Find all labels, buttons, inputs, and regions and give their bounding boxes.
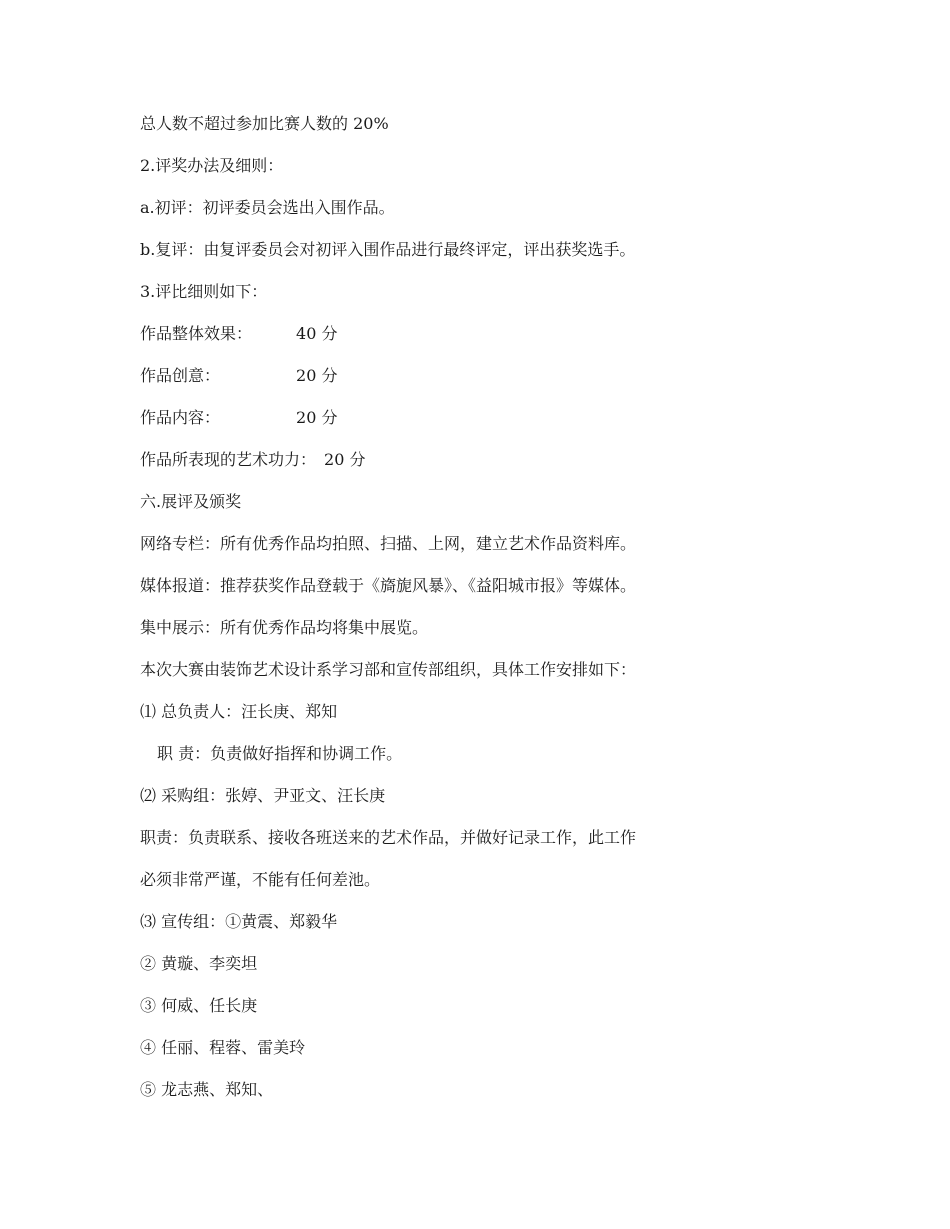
text-line: ③ 何威、任长庚 — [140, 996, 258, 1015]
text-line: 媒体报道：推荐获奖作品登载于《旖旎风暴》、《益阳城市报》等媒体。 — [140, 576, 637, 595]
score-row — [140, 320, 840, 362]
text-line: ⑶ 宣传组：①黄震、郑毅华 — [140, 912, 338, 931]
score-row — [140, 404, 840, 446]
text-line: 总人数不超过参加比赛人数的 20% — [140, 114, 389, 133]
text-line: ⑴ 总负责人：汪长庚、郑知 — [140, 702, 338, 721]
score-label: 作品整体效果： — [140, 324, 253, 343]
text-line: b.复评：由复评委员会对初评入围作品进行最终评定，评出获奖选手。 — [140, 240, 636, 259]
score-row — [140, 446, 840, 488]
score-label: 作品创意： — [140, 366, 221, 385]
text-line: ⑵ 采购组：张婷、尹亚文、汪长庚 — [140, 786, 386, 805]
text-line: 本次大赛由装饰艺术设计系学习部和宣传部组织，具体工作安排如下： — [140, 660, 637, 679]
text-line: a.初评：初评委员会选出入围作品。 — [140, 198, 395, 217]
text-line: 集中展示：所有优秀作品均将集中展览。 — [140, 618, 429, 637]
duty-line: 职 责：负责做好指挥和协调工作。 — [157, 744, 403, 763]
text-line: ④ 任丽、程蓉、雷美玲 — [140, 1038, 306, 1057]
score-value: 40 分 — [296, 324, 338, 343]
score-label: 作品所表现的艺术功力： — [140, 450, 317, 469]
heading-award-method: 2.评奖办法及细则： — [140, 156, 284, 175]
heading-scoring-rules: 3.评比细则如下： — [140, 282, 268, 301]
document-body — [140, 110, 840, 1118]
text-line: ② 黄璇、李奕坦 — [140, 954, 258, 973]
score-row — [140, 362, 840, 404]
score-value: 20 分 — [324, 450, 366, 469]
text-line: 必须非常严谨，不能有任何差池。 — [140, 870, 381, 889]
text-line: 网络专栏：所有优秀作品均拍照、扫描、上网，建立艺术作品资料库。 — [140, 534, 637, 553]
score-value: 20 分 — [296, 408, 338, 427]
score-label: 作品内容： — [140, 408, 221, 427]
heading-section-6: 六.展评及颁奖 — [140, 492, 242, 511]
score-value: 20 分 — [296, 366, 338, 385]
text-line: ⑤ 龙志燕、郑知、 — [140, 1080, 274, 1099]
text-line: 职责：负责联系、接收各班送来的艺术作品，并做好记录工作，此工作 — [140, 828, 637, 847]
